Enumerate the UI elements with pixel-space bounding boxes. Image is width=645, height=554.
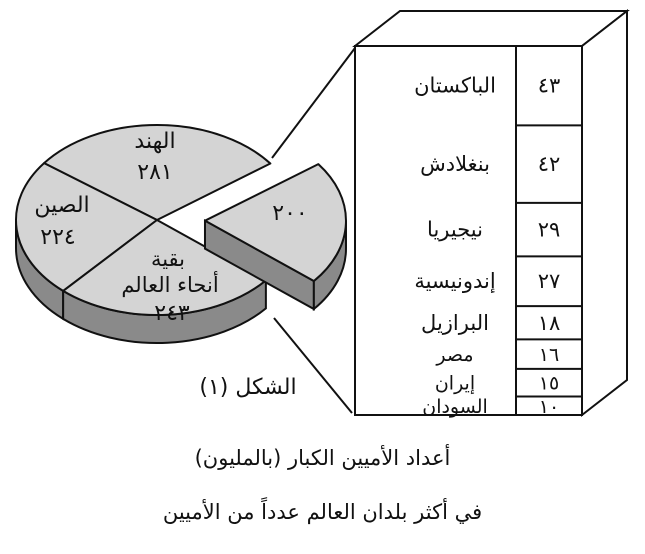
column-country-label: إندونيسية: [414, 269, 496, 294]
caption-line-1: أعداد الأميين الكبار (بالمليون): [194, 446, 451, 470]
column-country-label: بنغلادش: [420, 152, 490, 177]
column-value-label: ١٠: [538, 395, 560, 418]
pie-label-name: أنحاء العالم: [121, 273, 219, 297]
column-side-face: [582, 11, 627, 415]
column-country-label: السودان: [422, 395, 488, 418]
pie-label-name: الصين: [34, 193, 90, 218]
column-value-label: ١٥: [538, 372, 560, 395]
pie-label-value: ٢٠٠: [272, 201, 308, 226]
pie-label-value: ٢٤٣: [154, 301, 190, 326]
column-value-label: ١٦: [538, 344, 560, 367]
column-country-label: إيران: [434, 372, 476, 395]
figure-label: الشكل (١): [199, 375, 297, 400]
pie-label-value: ٢٨١: [137, 160, 173, 185]
pie-chart: [16, 125, 346, 343]
pie-label-name: الهند: [134, 129, 176, 154]
column-country-label: البرازيل: [421, 310, 489, 335]
column-value-label: ٤٢: [537, 152, 561, 177]
column-value-label: ١٨: [537, 310, 561, 335]
pie-label-name: بقية: [150, 247, 186, 271]
column-top-face: [355, 11, 627, 46]
connector-top: [272, 48, 355, 158]
column-value-label: ٢٧: [537, 269, 561, 294]
pie-label-value: ٢٢٤: [40, 225, 76, 250]
column-country-label: الباكستان: [414, 73, 496, 98]
column-country-label: مصر: [436, 344, 474, 367]
column-value-label: ٢٩: [537, 217, 561, 242]
column-value-label: ٤٣: [537, 73, 561, 98]
caption-line-2: في أكثر بلدان العالم عدداً من الأميين: [162, 500, 483, 524]
breakdown-column: [355, 11, 627, 418]
column-country-label: نيجيريا: [427, 217, 483, 242]
